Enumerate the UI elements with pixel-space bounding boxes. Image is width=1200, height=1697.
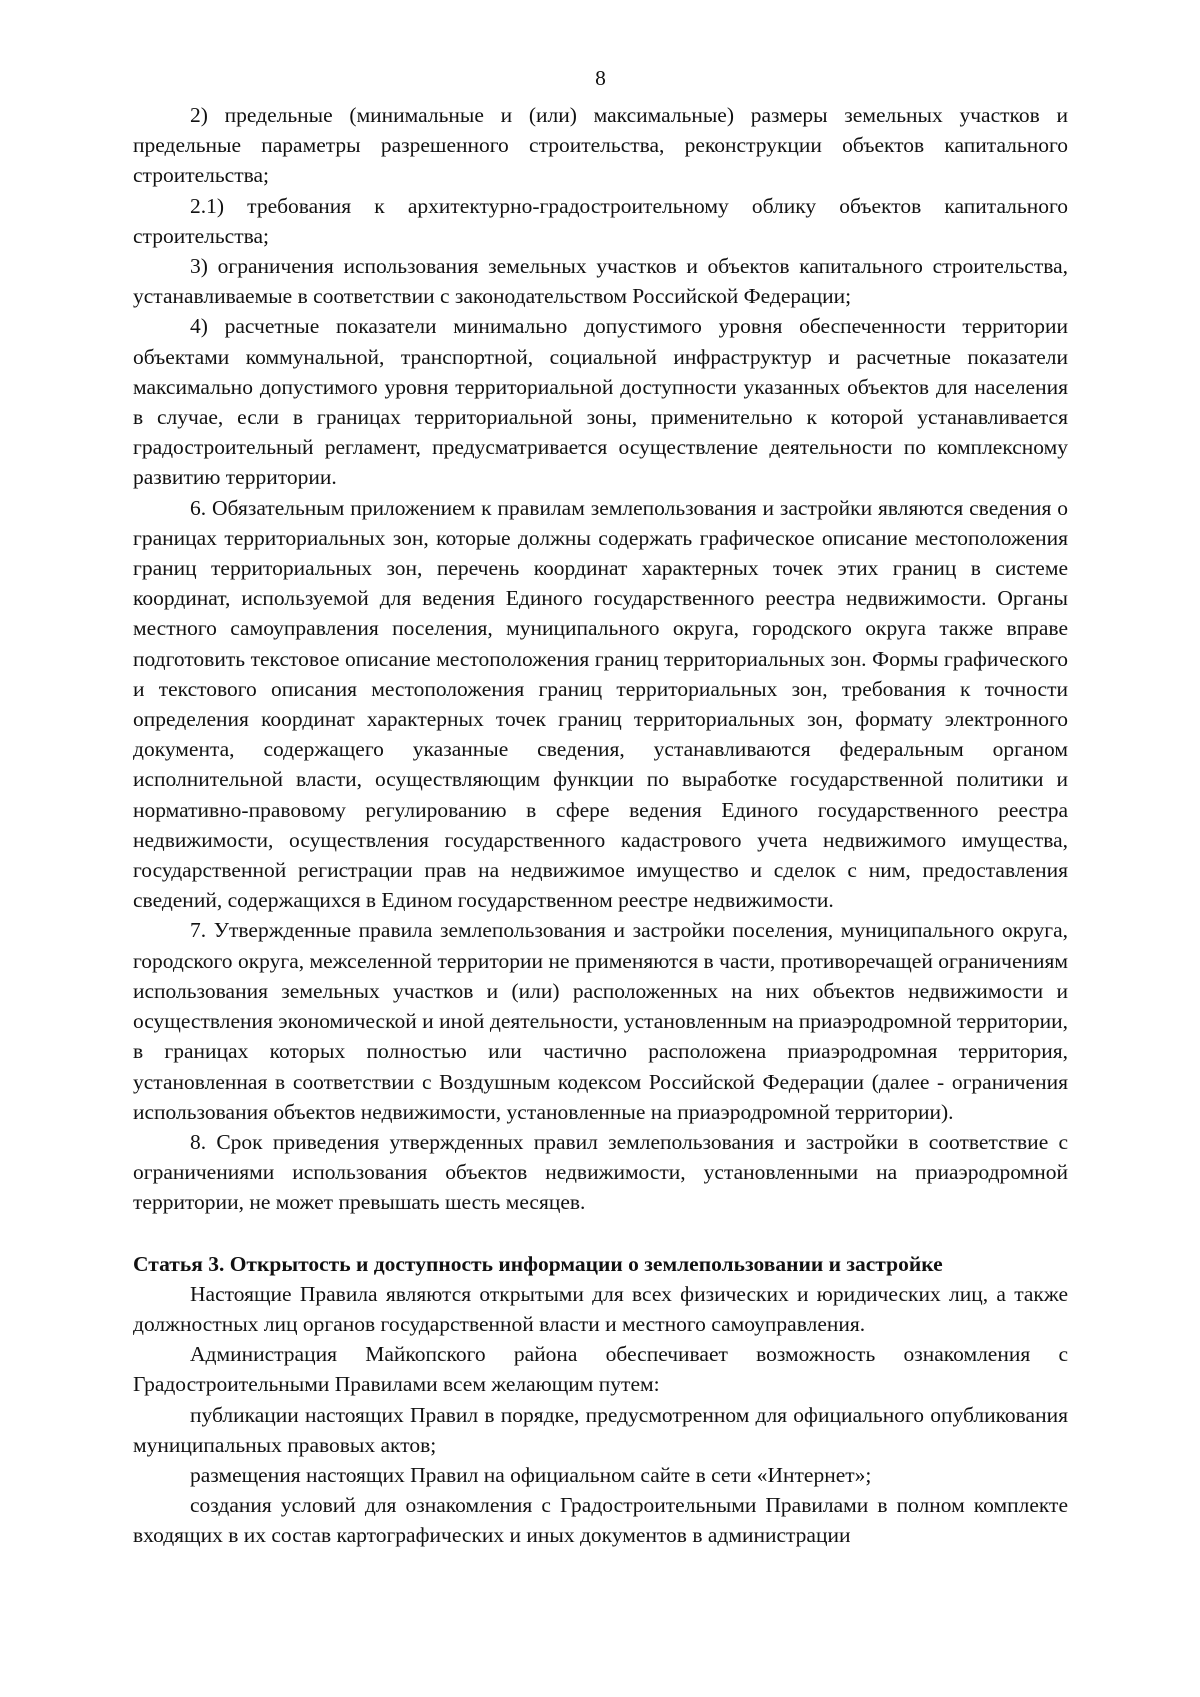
- paragraph-conditions: создания условий для ознакомления с Градостроительными Правилами в полном комплекте входящих в их состав картографических и иных документов в администрации: [133, 1493, 1068, 1548]
- paragraph-publication: публикации настоящих Правил в порядке, предусмотренном для официального опубликования муниципальных правовых актов;: [133, 1402, 1068, 1457]
- page-number: 8: [595, 66, 606, 90]
- paragraph-item-2-1: 2.1) требования к архитектурно-градостроительному облику объектов капитального строительства;: [133, 193, 1068, 248]
- article-heading: Статья 3. Открытость и доступность информации о землепользовании и застройке: [133, 1251, 943, 1276]
- paragraph-item-4: 4) расчетные показатели минимально допустимого уровня обеспеченности территории объектами коммунальной, транспортной, социальной инфраструктур и расчетные показатели максимально допустимого уровня территориальной доступности указанных объектов для населения в случае, если в границах территориальной зоны, применительно к которой устанавливается градостроительный регламент, предусматривается осуществление деятельности по комплексному развитию территории.: [133, 314, 1068, 490]
- paragraph-item-2: 2) предельные (минимальные и (или) максимальные) размеры земельных участков и предельные параметры разрешенного строительства, реконструкции объектов капитального строительства;: [133, 103, 1068, 188]
- paragraph-clause-8: 8. Срок приведения утвержденных правил землепользования и застройки в соответствие с ограничениями использования объектов недвижимости, установленными на приаэродромной территории, не может превышать шесть месяцев.: [133, 1129, 1068, 1215]
- paragraph-administration: Администрация Майкопского района обеспечивает возможность ознакомления с Градостроительными Правилами всем желающим путем:: [133, 1342, 1068, 1397]
- paragraph-item-3: 3) ограничения использования земельных участков и объектов капитального строительства, устанавливаемые в соответствии с законодательством Российской Федерации;: [133, 254, 1068, 309]
- paragraph-website: размещения настоящих Правил на официальном сайте в сети «Интернет»;: [190, 1462, 872, 1487]
- document-page: [133, 64, 1068, 1551]
- paragraph-clause-6: 6. Обязательным приложением к правилам землепользования и застройки являются сведения о границах территориальных зон, которые должны содержать графическое описание местоположения границ территориальных зон, перечень координат характерных точек этих границ в системе координат, используемой для ведения Единого государственного реестра недвижимости. Органы местного самоуправления поселения, муниципального округа, городского округа также вправе подготовить текстовое описание местоположения границ территориальных зон. Формы графического и текстового описания местоположения границ территориальных зон, требования к точности определения координат характерных точек границ территориальных зон, формату электронного документа, содержащего указанные сведения, устанавливаются федеральным органом исполнительной власти, осуществляющим функции по выработке государственной политики и нормативно-правовому регулированию в сфере ведения Единого государственного реестра недвижимости, осуществления государственного кадастрового учета недвижимого имущества, государственной регистрации прав на недвижимое имущество и сделок с ним, предоставления сведений, содержащихся в Едином государственном реестре недвижимости.: [133, 495, 1068, 913]
- paragraph-openness: Настоящие Правила являются открытыми для всех физических и юридических лиц, а также должностных лиц органов государственной власти и местного самоуправления.: [133, 1281, 1068, 1336]
- paragraph-clause-7: 7. Утвержденные правила землепользования и застройки поселения, муниципального округа, городского округа, межселенной территории не применяются в части, противоречащей ограничениям использования земельных участков и (или) расположенных на них объектов недвижимости и осуществления экономической и иной деятельности, установленным на приаэродромной территории, в границах которых полностью или частично расположена приаэродромная территория, установленная в соответствии с Воздушным кодексом Российской Федерации (далее - ограничения использования объектов недвижимости, установленные на приаэродромной территории).: [133, 918, 1068, 1124]
